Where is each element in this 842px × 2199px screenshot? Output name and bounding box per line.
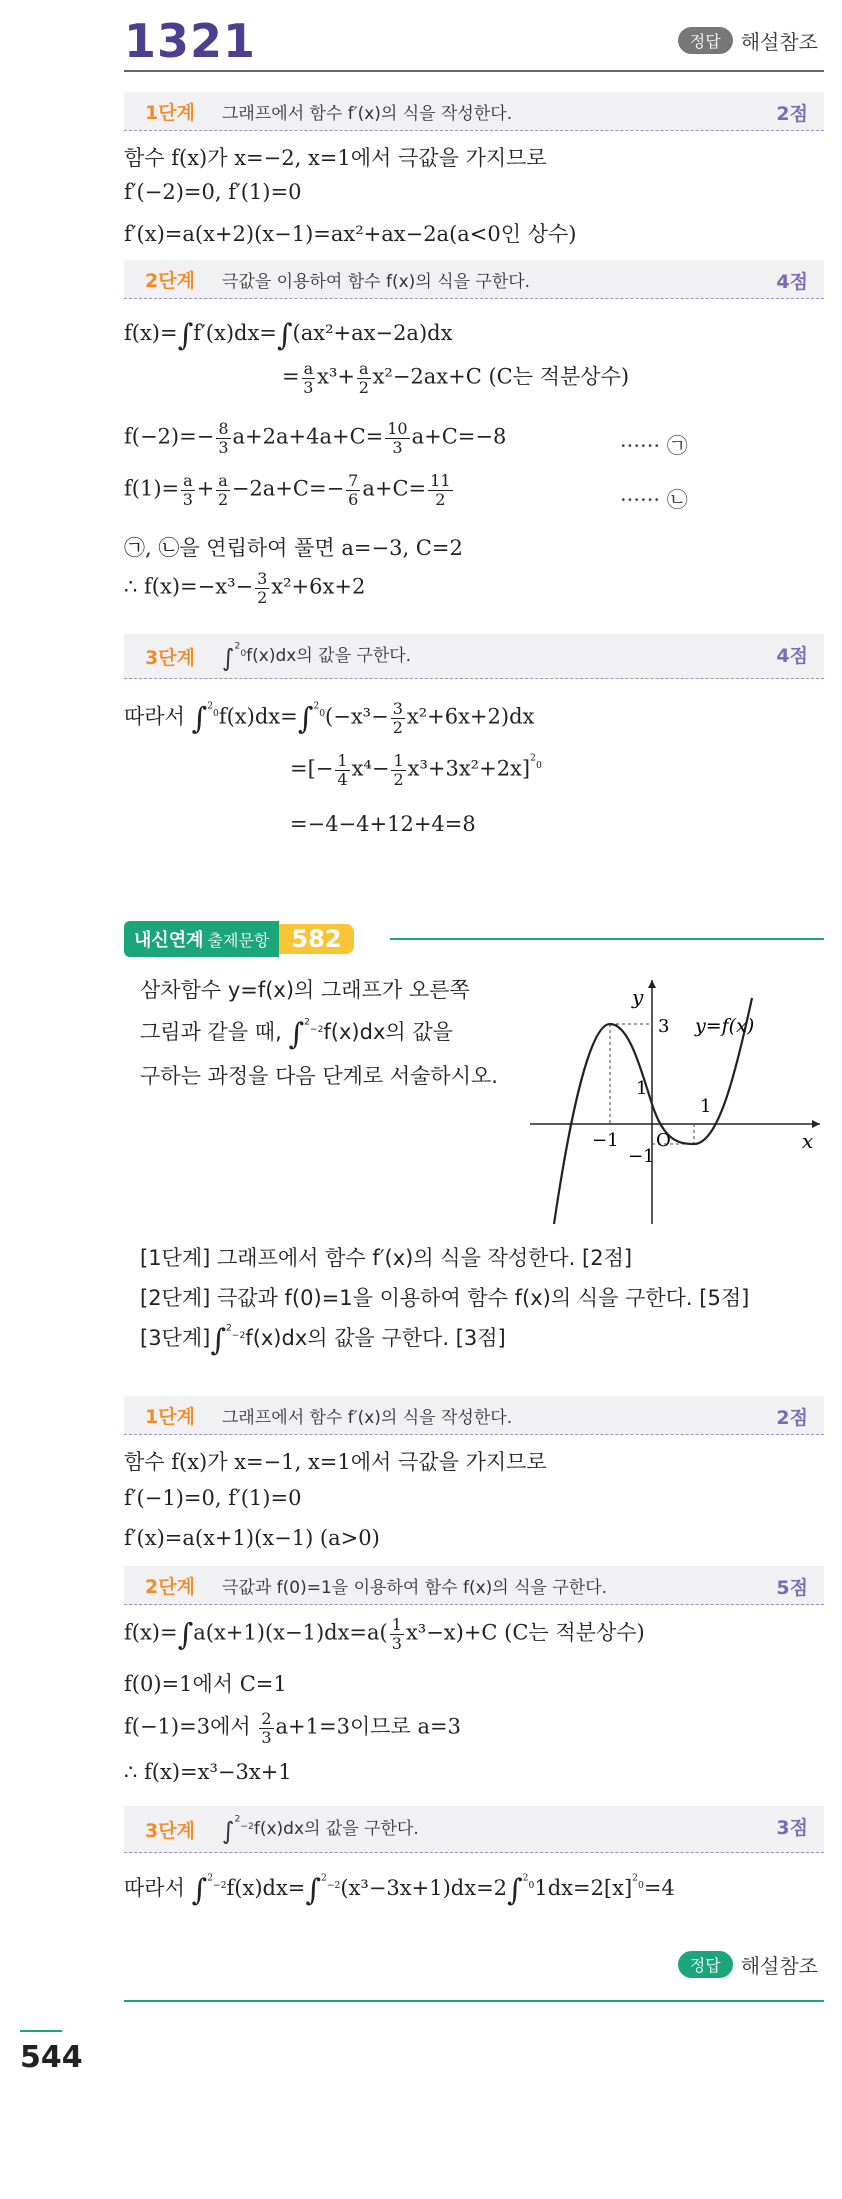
label-minus1-x: −1 <box>592 1130 619 1151</box>
integral-sign: ∫ <box>191 701 208 737</box>
integral-limits: 20 <box>313 700 326 719</box>
header-rule <box>124 70 824 72</box>
step-bar-2 <box>124 260 824 299</box>
integral-sign: ∫ <box>177 318 194 353</box>
label-minus1-y: −1 <box>628 1146 655 1167</box>
integral-sign: ∫ <box>177 1617 194 1653</box>
integral-limits: 20 <box>522 1872 535 1891</box>
step-points: 2점 <box>776 103 808 125</box>
step-points: 4점 <box>776 271 808 293</box>
text-line: f′(x)=a(x+1)(x−1) (a>0) <box>124 1526 380 1550</box>
math-text: x³+ <box>317 364 356 389</box>
math-text: 1dx=2[x] <box>534 1876 633 1900</box>
text-line: =−4−4+12+4=8 <box>290 812 476 836</box>
math-text: f(x)dx= <box>226 1876 306 1900</box>
math-text: =[− <box>290 756 334 781</box>
naesin-label: 내신연계 출제문항 <box>124 921 279 957</box>
fraction: $\frac{2}{3}$ <box>261 1709 272 1747</box>
fraction: $\frac{11}{2}$ <box>430 471 451 509</box>
naesin-rule <box>390 938 824 940</box>
text-line: f(0)=1에서 C=1 <box>124 1672 287 1696</box>
math-text: (ax²+ax−2a)dx <box>292 321 453 345</box>
naesin-number: 582 <box>279 924 353 954</box>
math-line <box>124 1616 645 1653</box>
text-line: ㉠, ㉡을 연립하여 풀면 a=−3, C=2 <box>124 536 463 560</box>
math-text: x⁴− <box>351 756 390 781</box>
step-label: 3단계 <box>145 646 195 669</box>
text-line: 함수 f(x)가 x=−2, x=1에서 극값을 가지므로 <box>124 146 547 170</box>
integral-limits: 20 <box>207 700 219 719</box>
label-1-x: 1 <box>700 1096 712 1117</box>
step-label: 1단계 <box>145 101 195 124</box>
integral-sign: ∫ <box>297 701 314 737</box>
text-line: 함수 f(x)가 x=−1, x=1에서 극값을 가지므로 <box>124 1450 547 1474</box>
step-desc: 극값과 f(0)=1을 이용하여 함수 f(x)의 식을 구한다. <box>222 1577 608 1598</box>
math-text: f(x)= <box>124 321 178 345</box>
math-text: x²−2ax+C (C는 적분상수) <box>372 364 630 389</box>
math-text: f(x)= <box>124 1620 178 1645</box>
text-line: f′(x)=a(x+2)(x−1)=ax²+ax−2a(a<0인 상수) <box>124 222 577 246</box>
integral-limits: 2−2 <box>321 1872 341 1891</box>
page-number: 544 <box>20 2040 83 2075</box>
integral-sign: ∫ <box>191 1873 208 1908</box>
math-text: a(x+1)(x−1)dx=a( <box>193 1620 388 1645</box>
task-line: [2단계] 극값과 f(0)=1을 이용하여 함수 f(x)의 식을 구한다. [5점] <box>140 1286 750 1310</box>
math-text: x³−x)+C (C는 적분상수) <box>405 1620 645 1645</box>
fraction: $\frac{a}{3}$ <box>182 471 193 509</box>
y-label: y <box>632 985 644 1009</box>
step-desc: 그래프에서 함수 f′(x)의 식을 작성한다. <box>222 1407 513 1428</box>
fraction: $\frac{3}{2}$ <box>257 569 268 607</box>
bottom-rule <box>124 2000 824 2002</box>
math-text: f′(x)dx= <box>193 321 277 345</box>
math-text: a+C=−8 <box>411 424 507 449</box>
step-desc: ∫$^{^2_{-2}}$f(x)dx의 값을 구한다. <box>222 1813 419 1845</box>
math-line <box>124 472 455 508</box>
origin-label: O <box>656 1130 671 1151</box>
math-text: x³+3x²+2x] <box>407 756 531 781</box>
math-text: a+2a+4a+C= <box>232 424 384 449</box>
integral-sign: ∫ <box>276 318 293 353</box>
math-text: x²+6x+2)dx <box>406 704 535 729</box>
step-desc: ∫$^{^2_0}$f(x)dx의 값을 구한다. <box>222 640 412 672</box>
answer-ref-text: 해설참조 <box>740 1954 818 1978</box>
question-line: 삼차함수 y=f(x)의 그래프가 오른쪽 <box>140 978 470 1002</box>
integral-sign: ∫ <box>305 1873 322 1908</box>
answer-pill: 정답 <box>678 27 733 54</box>
fraction: $\frac{a}{2}$ <box>217 471 229 509</box>
fraction: $\frac{10}{3}$ <box>387 419 408 457</box>
math-line <box>124 1872 675 1908</box>
math-line <box>124 318 452 353</box>
fraction: $\frac{7}{6}$ <box>348 471 359 509</box>
step-desc: 그래프에서 함수 f′(x)의 식을 작성한다. <box>222 103 513 124</box>
math-text: + <box>196 476 215 501</box>
math-text: f(x)dx= <box>218 704 298 729</box>
math-text: (−x³− <box>325 704 389 729</box>
math-text: =4 <box>643 1876 675 1900</box>
math-text: f(−1)=3에서 <box>124 1714 251 1739</box>
math-text: 따라서 <box>124 704 185 729</box>
math-text: a+1=3이므로 a=3 <box>275 1714 461 1739</box>
label-1-y: 1 <box>636 1078 648 1099</box>
math-text: −2a+C=− <box>231 476 345 501</box>
integral-limits: 2−2 <box>207 1872 227 1891</box>
function-label: y=f(x) <box>695 1015 755 1037</box>
step-label: 2단계 <box>145 269 195 292</box>
text-line: f′(−2)=0, f′(1)=0 <box>124 180 302 204</box>
fraction: $\frac{a}{2}$ <box>358 359 369 397</box>
equation-mark: ······ ㉡ <box>620 488 688 512</box>
math-text: 따라서 <box>124 1876 185 1900</box>
math-line <box>124 700 534 737</box>
problem-number: 1321 <box>124 14 257 68</box>
math-text: f(1)= <box>124 476 180 501</box>
equation-mark: ······ ㉠ <box>620 434 688 458</box>
step-label: 2단계 <box>145 1575 195 1598</box>
math-text: ∴ f(x)=−x³− <box>124 574 254 599</box>
answer-reference <box>678 26 818 55</box>
math-line <box>282 360 629 396</box>
fraction: $\frac{a}{3}$ <box>303 359 314 397</box>
fraction: $\frac{1}{2}$ <box>393 751 404 789</box>
math-line <box>124 420 506 456</box>
math-line <box>124 570 365 606</box>
task-line: [3단계]∫$^{^2_{-2}}$f(x)dx의 값을 구한다. [3점] <box>140 1322 506 1358</box>
math-text: a+C= <box>362 476 427 501</box>
answer-ref-text: 해설참조 <box>740 30 818 54</box>
step-label: 1단계 <box>145 1405 195 1428</box>
fraction: $\frac{1}{3}$ <box>391 1615 402 1653</box>
label-3: 3 <box>658 1016 670 1037</box>
fraction: $\frac{3}{2}$ <box>392 699 403 737</box>
text-line: f′(−1)=0, f′(1)=0 <box>124 1486 302 1510</box>
step-desc: 극값을 이용하여 함수 f(x)의 식을 구한다. <box>222 271 531 292</box>
bracket-limits: 20 <box>530 752 542 771</box>
fraction: $\frac{1}{4}$ <box>337 751 348 789</box>
step-bar-1 <box>124 92 824 131</box>
naesin-badge <box>124 922 354 956</box>
x-label: x <box>802 1129 814 1153</box>
step-label: 3단계 <box>145 1819 195 1842</box>
math-text: x²+6x+2 <box>271 574 366 599</box>
step-bar-4 <box>124 1396 824 1435</box>
math-text: (x³−3x+1)dx=2 <box>340 1876 508 1900</box>
question-line: 그림과 같을 때, ∫$^{^2_{-2}}$f(x)dx의 값을 <box>140 1016 453 1052</box>
math-text: = <box>282 364 300 389</box>
step-bar-3 <box>124 634 824 679</box>
fraction: $\frac{8}{3}$ <box>218 419 229 457</box>
page-number-rule <box>20 2030 62 2032</box>
step-bar-5 <box>124 1566 824 1605</box>
integral-sign: ∫ <box>507 1873 523 1908</box>
step-points: 4점 <box>776 645 808 667</box>
answer-reference-bottom <box>678 1950 818 1979</box>
task-line: [1단계] 그래프에서 함수 f′(x)의 식을 작성한다. [2점] <box>140 1246 633 1270</box>
math-text: f(−2)=− <box>124 424 215 449</box>
text-line: ∴ f(x)=x³−3x+1 <box>124 1760 292 1784</box>
step-points: 2점 <box>776 1407 808 1429</box>
step-bar-6 <box>124 1806 824 1853</box>
cubic-graph <box>530 976 830 1226</box>
y-axis-arrow <box>648 980 656 988</box>
x-axis-arrow <box>812 1120 820 1128</box>
math-line <box>290 752 542 788</box>
step-points: 3점 <box>776 1817 808 1839</box>
answer-pill: 정답 <box>678 1951 733 1978</box>
question-line: 구하는 과정을 다음 단계로 서술하시오. <box>140 1064 498 1088</box>
math-line <box>124 1710 461 1746</box>
step-points: 5점 <box>776 1577 808 1599</box>
bracket-limits: 20 <box>632 1872 644 1891</box>
